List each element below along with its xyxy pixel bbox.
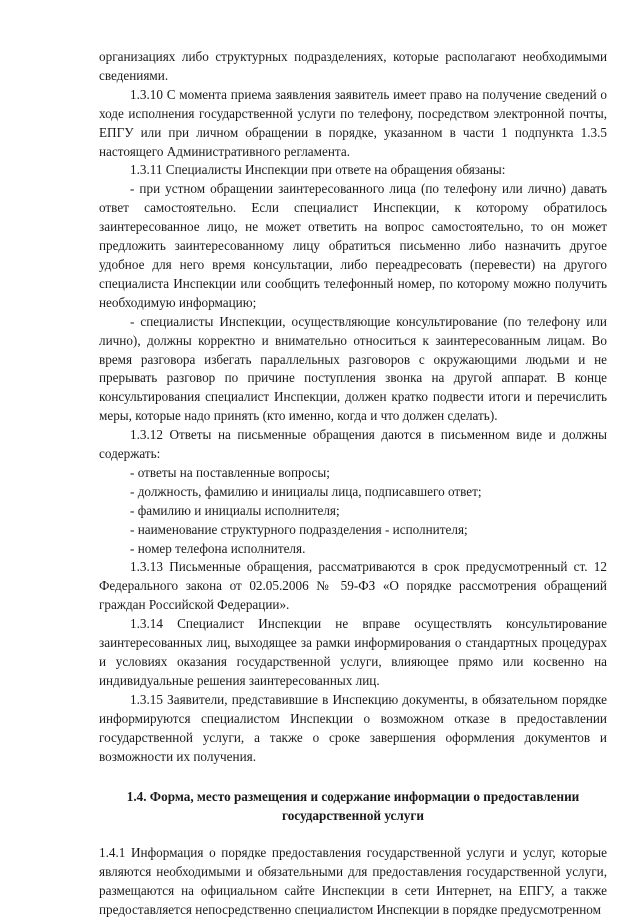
document-page	[99, 48, 607, 920]
list-item: - наименование структурного подразделения - исполнителя;	[130, 521, 468, 537]
list-item: - фамилию и инициалы исполнителя;	[130, 502, 340, 518]
paragraph-1-3-14: 1.3.14 Специалист Инспекции не вправе осуществлять консультирование заинтересованных лиц, выходящее за рамки информирования о стандартных процедурах и условиях оказания государственной услуги, влияющее прямо или косвенно на индивидуальные решения заинтересованных лиц.	[99, 616, 607, 688]
paragraph-1-3-13: 1.3.13 Письменные обращения, рассматриваются в срок предусмотренный ст. 12 Федерального закона от 02.05.2006 № 59-ФЗ «О порядке рассмотрения обращений граждан Российской Федерации».	[99, 559, 607, 613]
paragraph-1-3-12: 1.3.12 Ответы на письменные обращения даются в письменном виде и должны содержать:	[99, 427, 607, 462]
list-item: - номер телефона исполнителя.	[130, 540, 306, 556]
list-item: - ответы на поставленные вопросы;	[130, 464, 330, 480]
paragraph-consulting-specialists: - специалисты Инспекции, осуществляющие консультирование (по телефону или лично), должны корректно и внимательно относиться к заинтересованным лицам. Во время разговора избегать параллельных разговоров с окружающими людьми и не прерывать разговор по причине поступления звонка на другой аппарат. В конце консультирования специалист Инспекции, должен кратко подвести итоги и перечислить меры, которые надо принять (кто именно, когда и что должен сделать).	[99, 313, 607, 424]
paragraph-oral-inquiry: - при устном обращении заинтересованного лица (по телефону или лично) давать ответ самостоятельно. Если специалист Инспекции, к которому обратилось заинтересованное лицо, не может ответить на вопрос самостоятельно, то он может предложить заинтересованному лицу обратиться письменно либо назначить другое удобное для него время консультации, либо переадресовать (перевести) на другого специалиста Инспекции или сообщить телефонный номер, по которому можно получить необходимую информацию;	[99, 181, 607, 310]
paragraph-1-3-11: 1.3.11 Специалисты Инспекции при ответе на обращения обязаны:	[130, 162, 506, 178]
paragraph-1-3-10: 1.3.10 С момента приема заявления заявитель имеет право на получение сведений о ходе исполнения государственной услуги по телефону, посредством электронной почты, ЕПГУ или при личном обращении в порядке, указанном в части 1 подпункта 1.3.5 настоящего Административного регламента.	[99, 86, 607, 159]
paragraph-1-4-1: 1.4.1 Информация о порядке предоставления государственной услуги и услуг, которые являются необходимыми и обязательными для предоставления государственной услуги, размещаются на официальном сайте Инспекции в сети Интернет, на ЕПГУ, а также предоставляется непосредственно специалистом Инспекции в порядке предусмотренном	[99, 845, 607, 918]
answer-requirements-list	[99, 464, 607, 559]
section-heading-line-1: 1.4. Форма, место размещения и содержание информации о предоставлении	[126, 789, 580, 805]
section-heading-line-2: государственной услуги	[282, 808, 424, 824]
paragraph-1-3-15: 1.3.15 Заявители, представившие в Инспекцию документы, в обязательном порядке информируются специалистом Инспекции о возможном отказе в предоставлении государственной услуги, а также о сроке завершения оформления документов и возможности их получения.	[99, 691, 607, 764]
section-heading-1-4	[99, 787, 607, 825]
list-item: - должность, фамилию и инициалы лица, подписавшего ответ;	[130, 483, 482, 499]
paragraph-continuation: организациях либо структурных подразделениях, которые располагают необходимыми сведениями.	[99, 49, 607, 83]
